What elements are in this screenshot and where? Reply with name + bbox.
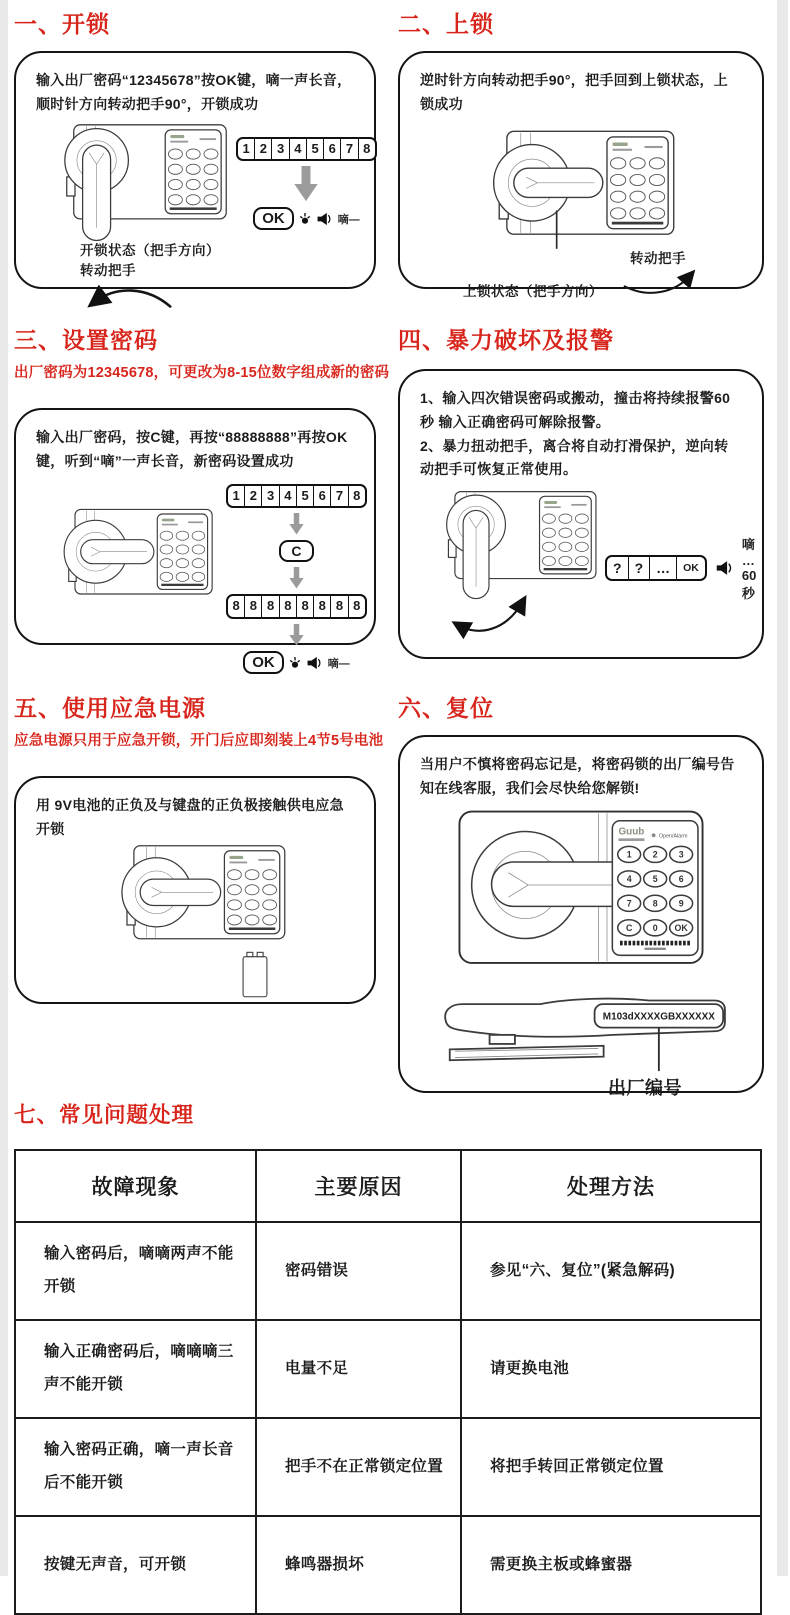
speaker-icon <box>715 560 734 576</box>
keypad-status-label: Open/Alarm <box>658 833 688 840</box>
down-arrow-icon <box>289 624 304 646</box>
beep-label: 嘀— <box>327 657 350 670</box>
svg-text:OK: OK <box>674 922 688 933</box>
section-5-heading: 五、使用应急电源 <box>14 695 206 721</box>
lock-open-drawing <box>36 121 236 243</box>
key-6: 6 <box>314 486 331 507</box>
faq-table <box>14 1149 762 1615</box>
key-8: 8 <box>228 596 245 617</box>
double-turn-arrow-icon <box>446 591 538 637</box>
key-8: 8 <box>314 596 331 617</box>
ok-key: OK <box>253 207 294 230</box>
section-unlock <box>14 6 376 289</box>
wrong-code-keystrip <box>605 555 707 581</box>
key-2: 2 <box>255 139 272 160</box>
turn-handle-label: 转动把手 <box>630 250 686 266</box>
section-4-box <box>398 369 764 659</box>
faq-cell: 需更换主板或蜂蜜器 <box>461 1516 761 1614</box>
table-row <box>15 1516 761 1614</box>
svg-text:7: 7 <box>626 897 632 908</box>
key-6: 6 <box>324 139 341 160</box>
section-alarm <box>398 322 764 659</box>
faq-cell: 请更换电池 <box>461 1320 761 1418</box>
key-8: 8 <box>331 596 348 617</box>
section-4-body-1: 1、输入四次错误密码或搬动，撞击将持续报警60秒 输入正确密码可解除报警。 <box>420 390 731 430</box>
faq-cell: 按键无声音，可开锁 <box>15 1516 256 1614</box>
section-1-heading: 一、开锁 <box>14 11 110 37</box>
table-row <box>15 1418 761 1516</box>
section-3-subtitle: 出厂密码为12345678，可更改为8-15位数字组成新的密码 <box>14 365 390 381</box>
beep-label: 嘀— <box>337 213 360 226</box>
ok-key: OK <box>243 651 284 674</box>
key-8: 8 <box>353 487 361 503</box>
faq-cell: 电量不足 <box>256 1320 461 1418</box>
factory-serial-number: M103dXXXXGBXXXXXX <box>602 1011 715 1023</box>
faq-cell: 蜂鸣器损坏 <box>256 1516 461 1614</box>
faq-column-header: 故障现象 <box>15 1150 256 1222</box>
key-3: 3 <box>262 486 279 507</box>
svg-text:9: 9 <box>678 897 684 908</box>
section-2-body: 逆时针方向转动把手90°，把手回到上锁状态，上锁成功 <box>420 72 729 112</box>
section-3-body: 输入出厂密码，按C键，再按“88888888”再按OK键，听到“嘀”一声长音，新密码设置成功 <box>36 429 348 469</box>
unlock-key-sequence <box>236 137 377 231</box>
svg-text:C: C <box>625 922 633 933</box>
key-8: 8 <box>280 596 297 617</box>
section-1-box <box>14 51 376 289</box>
key-…: … <box>650 557 677 579</box>
unlock-illustration <box>36 121 236 321</box>
page-left-margin <box>0 0 8 1576</box>
alarm-duration-label: 嘀 … 60秒 <box>741 537 757 602</box>
code-keystrip <box>236 137 377 162</box>
page-right-margin <box>777 0 788 1576</box>
section-set-password <box>14 322 390 672</box>
svg-text:8: 8 <box>652 897 658 908</box>
down-arrow-icon <box>294 166 318 202</box>
lock-open-drawing <box>420 488 605 601</box>
faq-column-header: 处理方法 <box>461 1150 761 1222</box>
section-reset <box>398 690 764 1098</box>
faq-header-row <box>15 1150 761 1222</box>
svg-text:5: 5 <box>652 873 658 884</box>
section-5-body: 用 9V电池的正负及与键盘的正负极接触供电应急开锁 <box>36 797 344 837</box>
reset-illustration <box>420 807 742 1102</box>
key-7: 7 <box>331 486 348 507</box>
lock-front-drawing <box>431 807 731 979</box>
new-code-keystrip <box>226 594 367 619</box>
faq-cell: 输入密码正确，嘀一声长音后不能开锁 <box>15 1418 256 1516</box>
speaker-icon <box>306 656 323 670</box>
keypad-brand-label: Guub <box>618 826 645 838</box>
lock-drawing <box>36 506 226 606</box>
key-7: 7 <box>341 139 358 160</box>
key-2: 2 <box>245 486 262 507</box>
section-5-box <box>14 776 376 1004</box>
serial-label: 出厂编号 <box>608 1077 682 1098</box>
key-1: 1 <box>238 139 255 160</box>
key-5: 5 <box>307 139 324 160</box>
down-arrow-icon <box>289 513 304 535</box>
key-4: 4 <box>290 139 307 160</box>
section-lock <box>398 6 764 299</box>
section-4-body-2: 2、暴力扭动把手，离合将自动打滑保护，逆向转动把手可恢复正常使用。 <box>420 437 729 478</box>
section-6-heading: 六、复位 <box>398 695 494 721</box>
table-row <box>15 1320 761 1418</box>
key-8: 8 <box>245 596 262 617</box>
section-3-heading: 三、设置密码 <box>14 327 158 353</box>
key-8: 8 <box>353 598 361 614</box>
lamp-icon <box>289 656 301 670</box>
section-emergency-power <box>14 690 384 1004</box>
section-6-box <box>398 735 764 1098</box>
down-arrow-icon <box>289 567 304 589</box>
lock-illustration <box>420 127 742 302</box>
lock-drawing <box>78 842 313 952</box>
key-8: 8 <box>363 140 371 156</box>
key-OK: OK <box>683 561 699 574</box>
old-code-keystrip <box>226 484 367 509</box>
svg-text:2: 2 <box>652 849 658 860</box>
emergency-power-illustration <box>36 842 354 1000</box>
turn-arrow-icon <box>84 281 180 315</box>
unlock-state-label: 开锁状态（把手方向） 转动把手 <box>80 242 220 278</box>
faq-column-header: 主要原因 <box>256 1150 461 1222</box>
section-4-heading: 四、暴力破坏及报警 <box>398 327 614 353</box>
faq-cell: 密码错误 <box>256 1222 461 1320</box>
section-5-subtitle: 应急电源只用于应急开锁，开门后应即刻装上4节5号电池 <box>14 733 384 749</box>
key-4: 4 <box>280 486 297 507</box>
key-5: 5 <box>297 486 314 507</box>
section-1-body: 输入出厂密码“12345678”按OK键，嘀一声长音，顺时针方向转动把手90°，开锁成功 <box>36 72 352 112</box>
alarm-illustration <box>420 488 605 642</box>
table-row <box>15 1222 761 1320</box>
faq-cell: 将把手转回正常锁定位置 <box>461 1418 761 1516</box>
svg-text:1: 1 <box>626 849 632 860</box>
set-password-sequence <box>226 484 367 675</box>
faq-cell: 输入正确密码后，嘀嘀嘀三声不能开锁 <box>15 1320 256 1418</box>
speaker-icon <box>316 212 333 226</box>
svg-text:4: 4 <box>626 873 632 884</box>
section-6-body: 当用户不慎将密码忘记是，将密码锁的出厂编号告知在线客服，我们会尽快给您解锁! <box>420 756 735 796</box>
faq-cell: 输入密码后，嘀嘀两声不能开锁 <box>15 1222 256 1320</box>
section-7-heading: 七、常见问题处理 <box>14 1103 195 1127</box>
turn-handle-group <box>617 249 699 302</box>
section-faq <box>14 1098 774 1615</box>
turn-arrow-icon <box>617 269 699 297</box>
faq-cell: 参见“六、复位”(紧急解码) <box>461 1222 761 1320</box>
section-2-box <box>398 51 764 299</box>
lock-state-label: 上锁状态（把手方向） <box>463 283 603 299</box>
key-8: 8 <box>297 596 314 617</box>
alarm-beep-row <box>605 534 756 602</box>
c-key: C <box>279 540 313 562</box>
svg-text:6: 6 <box>678 873 684 884</box>
lock-profile-drawing <box>431 986 731 1072</box>
svg-text:0: 0 <box>652 922 658 933</box>
faq-cell: 把手不在正常锁定位置 <box>256 1418 461 1516</box>
section-3-box <box>14 408 376 672</box>
key-8: 8 <box>262 596 279 617</box>
key-?: ? <box>607 557 629 579</box>
lamp-icon <box>299 212 311 226</box>
key-3: 3 <box>272 139 289 160</box>
key-?: ? <box>629 557 651 579</box>
key-1: 1 <box>228 486 245 507</box>
lock-closed-drawing <box>450 127 700 249</box>
section-2-heading: 二、上锁 <box>398 11 494 37</box>
battery-9v-drawing <box>235 948 275 1000</box>
svg-text:3: 3 <box>678 849 684 860</box>
